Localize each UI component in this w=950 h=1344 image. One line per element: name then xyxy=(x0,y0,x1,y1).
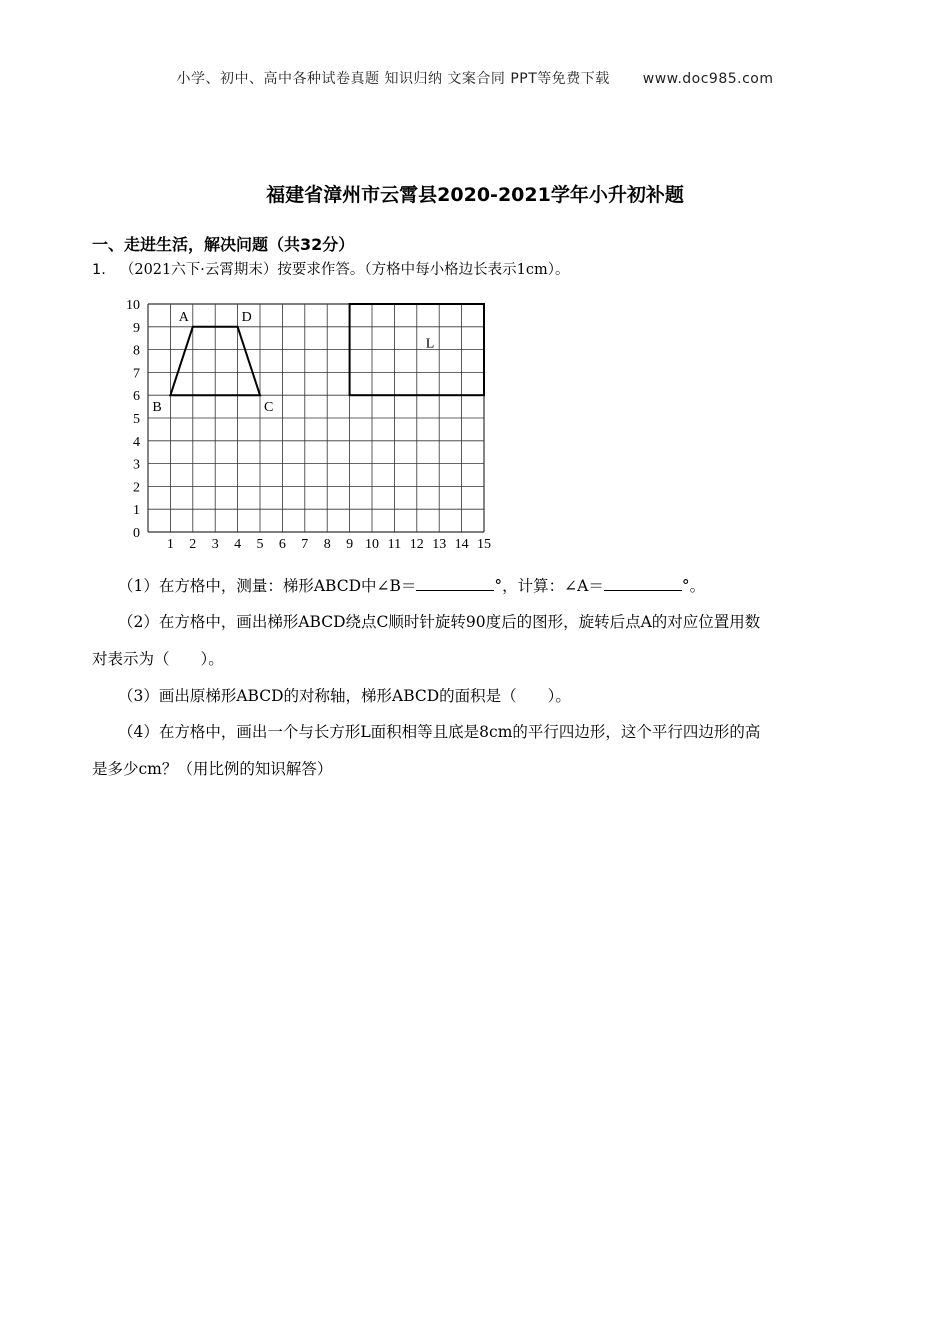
x-tick-label: 5 xyxy=(256,537,264,552)
y-tick-label: 6 xyxy=(133,389,140,405)
y-tick-label: 7 xyxy=(133,366,140,382)
vertex-label-c: C xyxy=(264,400,274,416)
y-tick-label: 2 xyxy=(133,480,140,496)
y-tick-label: 8 xyxy=(133,343,140,359)
vertex-label-a: A xyxy=(178,309,189,325)
rectangle-label: L xyxy=(425,336,435,352)
x-tick-label: 8 xyxy=(323,537,331,552)
x-tick-label: 13 xyxy=(432,537,447,552)
x-tick-label: 3 xyxy=(211,537,219,552)
y-tick-label: 10 xyxy=(126,298,140,313)
x-tick-label: 7 xyxy=(301,537,309,552)
q4-line2: 是多少cm？（用比例的知识解答） xyxy=(92,760,333,778)
q1-text-c: °。 xyxy=(681,577,706,595)
x-tick-label: 2 xyxy=(189,537,197,552)
coordinate-grid xyxy=(118,296,498,556)
x-tick-label: 6 xyxy=(278,537,286,552)
x-tick-label: 4 xyxy=(234,537,242,552)
q1-text-a: （1）在方格中，测量：梯形ABCD中∠B＝ xyxy=(118,577,417,595)
sub-question-4 xyxy=(92,714,862,788)
q2-line1: （2）在方格中，画出梯形ABCD绕点C顺时针旋转90度后的图形，旋转后点A的对应位置用数 xyxy=(118,613,761,631)
x-tick-label: 1 xyxy=(166,537,174,552)
page-header xyxy=(0,68,950,88)
y-tick-label: 9 xyxy=(133,320,140,336)
header-url[interactable]: www.doc985.com xyxy=(642,71,774,87)
page-title: 福建省漳州市云霄县2020-2021学年小升初补题 xyxy=(266,184,684,206)
x-tick-label: 9 xyxy=(346,537,354,552)
y-tick-label: 3 xyxy=(133,457,140,473)
question-text: （2021六下·云霄期末）按要求作答。（方格中每小格边长表示1cm）。 xyxy=(119,262,570,278)
x-tick-label: 15 xyxy=(477,537,491,552)
sub-question-3 xyxy=(92,678,862,715)
x-tick-label: 10 xyxy=(365,537,379,552)
q3-text: （3）画出原梯形ABCD的对称轴，梯形ABCD的面积是（ ）。 xyxy=(118,687,571,705)
x-tick-label: 11 xyxy=(387,537,402,552)
vertex-label-b: B xyxy=(152,400,162,416)
vertex-label-d: D xyxy=(241,309,252,325)
x-tick-label: 14 xyxy=(454,537,469,552)
q1-text-b: °，计算：∠A＝ xyxy=(494,577,604,595)
answer-blank-angle-b[interactable] xyxy=(416,574,494,591)
x-tick-label: 12 xyxy=(409,537,424,552)
question-number: 1. xyxy=(92,262,106,278)
q4-line1: （4）在方格中，画出一个与长方形L面积相等且底是8cm的平行四边形，这个平行四边形的高 xyxy=(118,723,761,741)
y-tick-label: 4 xyxy=(133,434,140,450)
q2-line2: 对表示为（ ）。 xyxy=(92,650,224,668)
y-tick-label: 0 xyxy=(133,526,140,541)
y-tick-label: 1 xyxy=(133,503,140,519)
y-tick-label: 5 xyxy=(133,412,140,427)
header-text: 小学、初中、高中各种试卷真题 知识归纳 文案合同 PPT等免费下载 xyxy=(176,71,610,87)
sub-question-2 xyxy=(92,604,862,678)
sub-question-1 xyxy=(92,568,862,605)
section-heading: 一、走进生活，解决问题（共32分） xyxy=(92,235,355,254)
question-stem xyxy=(92,258,569,279)
answer-blank-angle-a[interactable] xyxy=(604,574,682,591)
